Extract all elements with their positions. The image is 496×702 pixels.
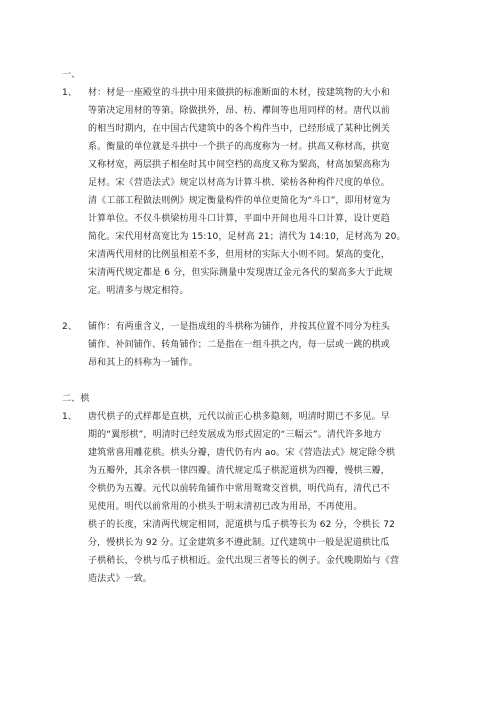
text-line: 的相当时期内，在中国古代建筑中的各个构件当中，已经形成了某种比例关: [88, 124, 390, 134]
text-line: 系。衡量的单位就是斗拱中一个拱子的高度称为一材。拱高又称材高，拱宽: [88, 142, 390, 152]
paragraph-gap: [62, 372, 434, 390]
text-line: 建筑常喜用雕花栱。栱头分瓣，唐代仍有内 ao。宋《营造法式》规定除令栱: [88, 448, 396, 458]
text-line: 造法式》一致。: [88, 574, 153, 584]
text-line: 宋清两代规定都是 6 分，但实际测量中发现唐辽金元各代的栔高多大于此规: [88, 268, 393, 278]
item-gong-continuation: [62, 516, 434, 588]
text-line: 计算单位。不仅斗栱梁枋用斗口计算，平面中开间也用斗口计算，设计更趋: [88, 214, 390, 224]
text-line: 等第决定用材的等第。除做拱外，昂、枋、襻间等也用同样的材。唐代以前: [88, 106, 390, 116]
text-line: 清《工部工程做法则例》规定衡量构件的单位更简化为“斗口”，即用材宽为: [88, 196, 391, 206]
section-heading-2: 二、栱: [62, 394, 90, 404]
document-body: [62, 66, 434, 588]
item-number: 2、: [62, 322, 78, 332]
text-line: 定。明清多与规定相符。: [88, 286, 189, 296]
text-line: 令栱仍为五瓣。元代以前转角铺作中常用鸳鸯交首栱，明代尚有，清代已不: [88, 484, 390, 494]
text-line: 昂和其上的枓称为一铺作。: [88, 358, 198, 368]
text-line: 子栱稍长，令栱与瓜子栱相近。金代出现三者等长的例子。金代晚期始与《营: [88, 556, 400, 566]
text-line: 唐代栱子的式样都是直栱，元代以前正心栱多隐刻，明清时期已不多见。早: [88, 412, 390, 422]
text-line: 见使用。明代以前常用的小栱头于明末清初已改为用昂，不再使用。: [88, 502, 363, 512]
text-line: 简化。宋代用材高宽比为 15:10，足材高 21；清代为 14:10，足材高为 20。: [88, 232, 406, 242]
text-line: 宋清两代用材的比例虽相差不多，但用材的实际大小则不同。栔高的变化，: [88, 250, 390, 260]
paragraph-gap: [62, 300, 434, 318]
item-number: 1、: [62, 88, 78, 98]
text-line: 铺作：有两重含义，一是指成组的斗栱称为铺作，并按其位置不同分为柱头: [88, 322, 390, 332]
text-line: 分，慢栱长为 92 分。辽金建筑多不遵此制。辽代建筑中一般是泥道栱比瓜: [88, 538, 390, 548]
text-line: 期的“翼形栱”，明清时已经发展成为形式固定的“三幅云”。清代许多地方: [88, 430, 382, 440]
text-line: 又称材宽，两层拱子相垒时其中间空档的高度又称为栔高，材高加栔高称为: [88, 160, 390, 170]
text-line: 铺作、补间铺作、转角铺作；二是指在一组斗拱之内，每一层或一跳的栱或: [88, 340, 390, 350]
text-line: 足材。宋《营造法式》规定以材高为计算斗栱、梁枋各种构件尺度的单位。: [88, 178, 390, 188]
item-puzuo: [62, 318, 434, 372]
text-line: 栱子的长度，宋清两代规定相同，泥道栱与瓜子栱等长为 62 分，令栱长 72: [88, 520, 396, 530]
text-line: 材：材是一座殿堂的斗拱中用来做拱的标准断面的木材，按建筑物的大小和: [88, 88, 390, 98]
text-line: 为五瓣外，其余各栱一律四瓣。清代规定瓜子栱泥道栱为四瓣，慢栱三瓣，: [88, 466, 390, 476]
item-gong: [62, 408, 434, 516]
item-cai: [62, 84, 434, 300]
item-number: 1、: [62, 412, 78, 422]
section-heading-1: 一、: [62, 70, 81, 80]
